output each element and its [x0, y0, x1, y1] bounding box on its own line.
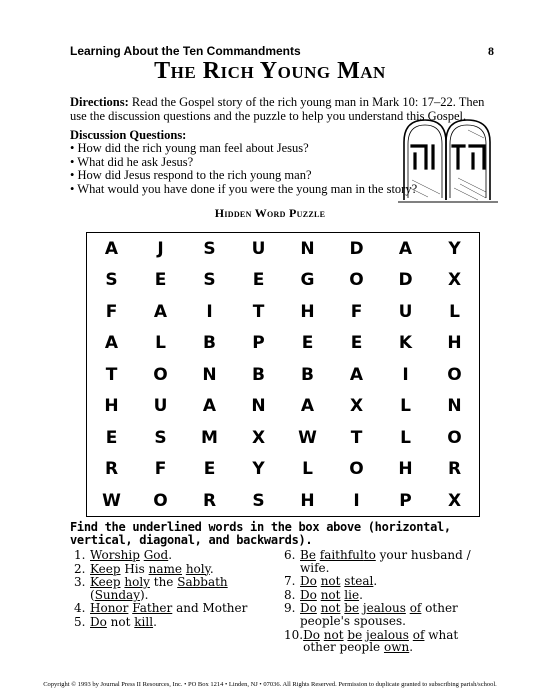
grid-letter: E	[203, 459, 216, 480]
underlined-word: be	[347, 627, 363, 642]
commandment-text-fragment: and Mother	[172, 601, 248, 616]
underlined-word: Do	[300, 574, 317, 589]
underlined-word: Do	[90, 614, 107, 629]
underlined-word: not	[320, 601, 341, 616]
directions-text: Read the Gospel story of the rich young man in Mark 10: 17–22. Then use the discussion questions and the puzzle to help you understand this Gospel.	[70, 95, 485, 123]
word-search-grid	[86, 232, 480, 517]
commandment-text	[90, 616, 274, 629]
underlined-word: Worship	[90, 548, 140, 562]
underlined-word: holy	[124, 575, 150, 590]
page-number: 8	[488, 44, 494, 58]
underlined-word: lie	[344, 587, 360, 602]
commandment-text	[300, 589, 494, 602]
commandment-text-fragment: .	[168, 548, 173, 562]
grid-letter: U	[251, 238, 266, 259]
grid-letter: K	[398, 333, 413, 354]
underlined-word: of	[412, 627, 425, 642]
grid-letter: A	[349, 364, 364, 385]
grid-letter: O	[153, 364, 168, 385]
grid-letter: D	[398, 270, 413, 291]
grid-letter: O	[349, 270, 364, 291]
commandment-item	[284, 602, 494, 627]
commandment-text	[300, 575, 494, 588]
commandment-number: 2.	[74, 561, 86, 576]
grid-letter: P	[252, 333, 265, 354]
grid-letter: A	[202, 396, 217, 417]
grid-letter: H	[104, 396, 119, 417]
underlined-word: Keep	[90, 561, 121, 576]
underlined-word: to	[363, 548, 376, 562]
grid-letter: X	[447, 270, 462, 291]
grid-letter: S	[203, 270, 216, 291]
grid-letter: E	[105, 427, 118, 448]
commandment-text-fragment: .	[409, 640, 414, 655]
commandment-item	[284, 575, 494, 588]
grid-letter: S	[154, 427, 167, 448]
commandment-text-fragment: (	[90, 587, 95, 602]
grid-letter: X	[251, 427, 266, 448]
grid-letter: W	[102, 490, 121, 511]
grid-letter: I	[353, 490, 360, 511]
question-item: • How did Jesus respond to the rich young man?	[70, 169, 417, 183]
underlined-word: jealous	[366, 627, 409, 642]
grid-letter: F	[350, 301, 363, 322]
grid-row	[87, 422, 479, 454]
grid-letter: Y	[448, 238, 461, 259]
underlined-word: steal	[344, 574, 374, 589]
grid-letter: L	[302, 459, 313, 480]
grid-letter: A	[398, 238, 413, 259]
grid-letter: X	[447, 490, 462, 511]
grid-letter: T	[252, 301, 265, 322]
grid-letter: F	[105, 301, 118, 322]
grid-letter: U	[398, 301, 413, 322]
discussion-questions	[70, 142, 417, 196]
underlined-word: Do	[300, 587, 317, 602]
commandment-number: 10.	[284, 627, 304, 642]
grid-letter: I	[206, 301, 213, 322]
commandment-text-fragment: what other people	[303, 627, 459, 655]
copyright-footer: Copyright © 1993 by Journal Press II Resources, Inc. • PO Box 1214 • Linden, NJ • 07036. All Rights Reserved. Permission to duplicate granted to subscribing parish/school.	[43, 681, 497, 688]
grid-letter: F	[154, 459, 167, 480]
grid-letter: X	[349, 396, 364, 417]
commandment-list-right	[284, 549, 494, 655]
underlined-word: faithful	[319, 548, 364, 562]
commandment-text-fragment: the	[149, 575, 178, 590]
underlined-word: not	[323, 627, 344, 642]
commandment-number: 7.	[284, 574, 296, 589]
page-title: The Rich Young Man	[154, 58, 386, 84]
underlined-word: holy	[185, 561, 210, 576]
underlined-word: Sabbath	[177, 575, 228, 590]
commandment-text	[90, 563, 274, 576]
grid-row	[87, 233, 479, 265]
underlined-word: of	[409, 601, 422, 616]
grid-letter: P	[399, 490, 412, 511]
grid-letter: R	[202, 490, 217, 511]
underlined-word: Do	[303, 627, 320, 642]
grid-letter: M	[201, 427, 218, 448]
commandment-text	[90, 576, 274, 601]
grid-letter: E	[252, 270, 265, 291]
grid-letter: S	[252, 490, 265, 511]
grid-letter: D	[349, 238, 364, 259]
grid-letter: S	[203, 238, 216, 259]
commandment-number: 9.	[284, 601, 296, 616]
grid-row	[87, 485, 479, 517]
grid-letter: N	[202, 364, 217, 385]
underlined-word: jealous	[362, 601, 406, 616]
commandment-number: 8.	[284, 587, 296, 602]
grid-letter: H	[300, 301, 315, 322]
commandment-text-fragment: .	[153, 614, 157, 629]
series-title: Learning About the Ten Commandments	[70, 44, 301, 58]
commandment-text-fragment: other people's spouses.	[300, 601, 458, 628]
underlined-word: Be	[300, 548, 316, 562]
underlined-word: own	[383, 640, 410, 655]
grid-row	[87, 391, 479, 423]
grid-row	[87, 265, 479, 297]
grid-letter: R	[447, 459, 462, 480]
grid-letter: L	[155, 333, 166, 354]
commandment-text-fragment: .	[209, 561, 214, 576]
grid-row	[87, 454, 479, 486]
grid-letter: N	[300, 238, 315, 259]
underlined-word: be	[344, 601, 360, 616]
grid-letter: T	[350, 427, 363, 448]
grid-letter: H	[447, 333, 462, 354]
underlined-word: Keep	[90, 575, 121, 590]
commandment-text-fragment: not	[106, 614, 135, 629]
commandment-text	[300, 602, 494, 627]
grid-row	[87, 328, 479, 360]
question-item: • How did the rich young man feel about Jesus?	[70, 142, 417, 156]
commandment-text-fragment: ).	[139, 587, 149, 602]
commandment-item	[284, 549, 494, 574]
grid-letter: O	[349, 459, 364, 480]
commandment-text-fragment: His	[120, 561, 149, 576]
commandment-list-left	[74, 549, 274, 630]
grid-letter: B	[301, 364, 314, 385]
underlined-word: kill	[134, 614, 154, 629]
underlined-word: name	[148, 561, 182, 576]
commandment-text	[300, 549, 494, 574]
grid-letter: A	[104, 333, 119, 354]
commandment-item	[284, 589, 494, 602]
question-item: • What would you have done if you were the young man in the story?	[70, 183, 417, 197]
grid-letter: I	[402, 364, 409, 385]
grid-letter: J	[157, 238, 164, 259]
grid-letter: W	[298, 427, 317, 448]
underlined-word: Do	[300, 601, 317, 616]
discussion-heading: Discussion Questions:	[70, 128, 187, 142]
puzzle-instruction: Find the underlined words in the box above (horizontal, vertical, diagonal, and backwards).	[70, 520, 451, 547]
grid-letter: R	[104, 459, 119, 480]
commandment-text-fragment: your husband / wife.	[300, 548, 471, 575]
commandment-number: 6.	[284, 548, 296, 562]
commandment-item	[74, 616, 274, 629]
commandment-text-fragment: .	[359, 587, 363, 602]
grid-letter: A	[153, 301, 168, 322]
commandment-item	[74, 549, 274, 562]
commandment-item	[284, 629, 494, 654]
grid-row	[87, 359, 479, 391]
commandment-text	[90, 549, 274, 562]
grid-letter: E	[154, 270, 167, 291]
ten-commandments-tablets-icon	[398, 108, 498, 204]
commandment-item	[74, 563, 274, 576]
grid-letter: H	[300, 490, 315, 511]
underlined-word: not	[320, 587, 341, 602]
commandment-text	[303, 629, 494, 654]
grid-letter: B	[252, 364, 265, 385]
grid-letter: U	[153, 396, 168, 417]
grid-letter: Y	[252, 459, 265, 480]
grid-letter: S	[105, 270, 118, 291]
grid-letter: E	[301, 333, 314, 354]
underlined-word: Sunday	[94, 587, 140, 602]
grid-letter: L	[400, 396, 411, 417]
underlined-word: God	[143, 548, 169, 562]
grid-letter: L	[400, 427, 411, 448]
underlined-word: not	[320, 574, 341, 589]
puzzle-heading: Hidden Word Puzzle	[214, 206, 326, 220]
underlined-word: Honor	[90, 601, 129, 616]
commandment-text	[90, 602, 274, 615]
grid-letter: O	[447, 364, 462, 385]
grid-row	[87, 296, 479, 328]
grid-letter: O	[447, 427, 462, 448]
grid-letter: E	[350, 333, 363, 354]
commandment-number: 5.	[74, 614, 86, 629]
underlined-word: Father	[132, 601, 173, 616]
commandment-text-fragment: .	[373, 574, 378, 589]
grid-letter: O	[153, 490, 168, 511]
directions-label: Directions:	[70, 95, 129, 109]
grid-letter: G	[300, 270, 315, 291]
grid-letter: A	[104, 238, 119, 259]
commandment-item	[74, 576, 274, 601]
grid-letter: N	[447, 396, 462, 417]
commandment-number: 1.	[74, 548, 86, 562]
commandment-number: 4.	[74, 601, 86, 616]
question-item: • What did he ask Jesus?	[70, 156, 417, 170]
commandment-item	[74, 602, 274, 615]
grid-letter: A	[300, 396, 315, 417]
grid-letter: N	[251, 396, 266, 417]
commandment-number: 3.	[74, 575, 86, 590]
grid-letter: H	[398, 459, 413, 480]
grid-letter: T	[105, 364, 118, 385]
grid-letter: L	[449, 301, 460, 322]
grid-letter: B	[203, 333, 216, 354]
